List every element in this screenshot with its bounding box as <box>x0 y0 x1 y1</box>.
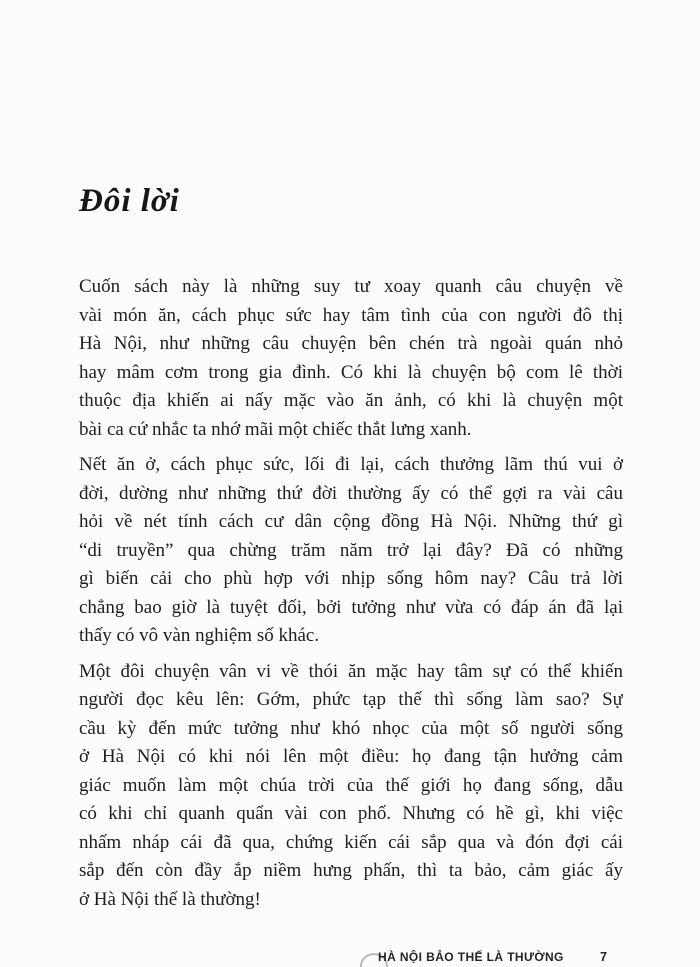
paragraph <box>79 658 623 915</box>
text-line: chẳng bao giờ là tuyệt đối, bởi tưởng như vừa có đáp án đã lại <box>79 596 623 618</box>
text-line: thấy có vô vàn nghiệm số khác. <box>79 625 320 646</box>
text-line: ở Hà Nội thế là thường! <box>79 888 261 910</box>
text-line: bài ca cứ nhắc ta nhớ mãi một chiếc thắt lưng xanh. <box>79 418 472 440</box>
text-line: người đọc kêu lên: Gớm, phức tạp thế thì sống làm sao? Sự <box>79 689 623 710</box>
page-content <box>79 181 623 921</box>
paragraph <box>79 273 623 444</box>
text-line: nhấm nháp cái đã qua, chứng kiến cái sắp qua và đón đợi cái <box>79 831 623 853</box>
text-line: Nết ăn ở, cách phục sức, lối đi lại, cách thưởng lãm thú vui ở <box>79 454 623 475</box>
text-line: vài món ăn, cách phục sức hay tâm tình của con người đô thị <box>79 304 623 326</box>
page-footer <box>0 944 700 967</box>
paragraph <box>79 451 623 651</box>
text-line: đời, dường như những thứ đời thường ấy có thể gợi ra vài câu <box>79 482 623 504</box>
text-line: hỏi về nét tính cách cư dân cộng đồng Hà Nội. Những thứ gì <box>79 511 623 532</box>
text-line: sắp đến còn đầy ắp niềm hưng phấn, thì ta bảo, cảm giác ấy <box>79 860 623 881</box>
text-line: thuộc địa khiến ai nấy mặc vào ăn ảnh, có khi là chuyện một <box>79 390 623 411</box>
text-line: Cuốn sách này là những suy tư xoay quanh câu chuyện về <box>79 276 623 297</box>
text-line: ở Hà Nội có khi nói lên một điều: họ đang tận hưởng cảm <box>79 746 623 767</box>
text-line: “di truyền” qua chừng trăm năm trở lại đây? Đã có những <box>79 539 623 561</box>
text-line: Hà Nội, như những câu chuyện bên chén trà ngoài quán nhỏ <box>79 333 623 354</box>
running-title: HÀ NỘI BẢO THẾ LÀ THƯỜNG <box>378 950 564 964</box>
page-number: 7 <box>600 950 607 964</box>
text-line: gì biến cải cho phù hợp với nhịp sống hôm nay? Câu trả lời <box>79 568 623 589</box>
text-line: cầu kỳ đến mức tưởng như khó nhọc của một số người sống <box>79 717 623 739</box>
text-line: Một đôi chuyện vân vi về thói ăn mặc hay tâm sự có thể khiến <box>79 660 623 682</box>
paragraphs <box>79 273 623 914</box>
text-line: hay mâm cơm trong gia đình. Có khi là chuyện bộ com lê thời <box>79 361 623 383</box>
text-line: giác muốn làm một chúa trời của thế giới họ đang sống, dẫu <box>79 774 623 796</box>
text-line: có khi chỉ quanh quẩn vài con phố. Nhưng có hề gì, khi việc <box>79 803 623 824</box>
page-title: Đôi lời <box>79 183 180 219</box>
